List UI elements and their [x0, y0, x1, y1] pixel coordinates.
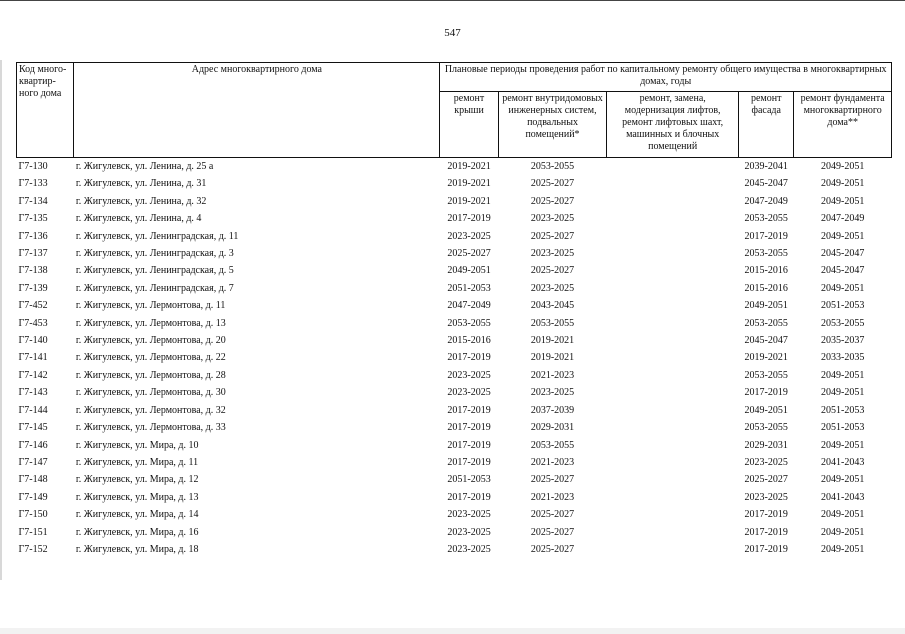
cell-systems: 2053-2055 — [530, 317, 575, 329]
cell-address: г. Жигулевск, ул. Ленинградская, д. 11 — [75, 230, 239, 242]
cell-foundation: 2049-2051 — [821, 474, 865, 486]
cell-systems: 2021-2023 — [530, 491, 575, 503]
table-row — [17, 228, 892, 245]
cell-facade: 2053-2055 — [744, 369, 788, 381]
cell-systems: 2023-2025 — [530, 248, 575, 260]
table-row — [17, 349, 892, 366]
cell-address: г. Жигулевск, ул. Лермонтова, д. 30 — [75, 387, 226, 399]
cell-roof: 2017-2019 — [447, 352, 491, 364]
cell-address: г. Жигулевск, ул. Ленинградская, д. 7 — [75, 282, 234, 294]
cell-roof: 2017-2019 — [447, 439, 491, 451]
cell-facade: 2023-2025 — [744, 456, 788, 468]
table-row — [17, 262, 892, 279]
table-row — [17, 524, 892, 541]
cell-foundation: 2041-2043 — [821, 456, 865, 468]
cell-code: Г7-145 — [18, 422, 48, 434]
cell-address: г. Жигулевск, ул. Ленина, д. 32 — [75, 195, 207, 207]
cell-systems: 2025-2027 — [530, 509, 575, 521]
table-row — [17, 384, 892, 401]
table-row — [17, 367, 892, 384]
cell-elevators — [607, 193, 739, 210]
cell-roof: 2051-2053 — [447, 474, 491, 486]
cell-roof: 2015-2016 — [447, 335, 491, 347]
cell-address: г. Жигулевск, ул. Ленина, д. 25 а — [74, 158, 440, 176]
cell-facade: 2015-2016 — [744, 282, 788, 294]
cell-systems: 2025-2027 — [530, 230, 575, 242]
page-number: 547 — [444, 27, 461, 39]
cell-systems: 2023-2025 — [530, 387, 575, 399]
table-row — [17, 158, 892, 176]
cell-elevators — [607, 419, 739, 436]
cell-roof: 2019-2021 — [440, 158, 498, 176]
cell-roof: 2023-2025 — [447, 230, 491, 242]
cell-code: Г7-133 — [18, 178, 48, 190]
table-row — [17, 471, 892, 488]
table-row — [17, 332, 892, 349]
cell-facade: 2053-2055 — [744, 317, 788, 329]
table-row — [17, 315, 892, 332]
header-elevators: ремонт, замена, модернизация лифтов, ремонт лифтовых шахт, машинных и блочных помещений — [607, 92, 739, 158]
cell-roof: 2017-2019 — [447, 213, 491, 225]
cell-systems: 2025-2027 — [530, 195, 575, 207]
table-row — [17, 437, 892, 454]
table-row — [17, 506, 892, 523]
cell-foundation: 2049-2051 — [794, 158, 892, 176]
cell-code: Г7-144 — [18, 404, 48, 416]
cell-facade: 2049-2051 — [744, 300, 788, 312]
cell-code: Г7-147 — [18, 456, 48, 468]
table-row — [17, 454, 892, 471]
cell-facade: 2025-2027 — [744, 474, 788, 486]
cell-roof: 2019-2021 — [447, 195, 491, 207]
table-row — [17, 489, 892, 506]
cell-roof: 2017-2019 — [447, 491, 491, 503]
cell-foundation: 2049-2051 — [821, 178, 865, 190]
cell-elevators — [607, 367, 739, 384]
cell-roof: 2017-2019 — [447, 422, 491, 434]
cell-foundation: 2049-2051 — [821, 509, 865, 521]
cell-facade: 2053-2055 — [744, 422, 788, 434]
cell-elevators — [607, 402, 739, 419]
cell-foundation: 2051-2053 — [821, 422, 865, 434]
header-roof: ремонт крыши — [440, 92, 498, 158]
cell-elevators — [607, 471, 739, 488]
cell-systems: 2043-2045 — [530, 300, 575, 312]
cell-foundation: 2049-2051 — [821, 369, 865, 381]
header-periods: Плановые периоды проведения работ по капитальному ремонту общего имущества в многоквартирных домах, годы — [440, 63, 892, 92]
cell-facade: 2017-2019 — [744, 509, 788, 521]
cell-address: г. Жигулевск, ул. Лермонтова, д. 11 — [75, 300, 226, 312]
header-systems: ремонт внутридомовых инженерных систем, подвальных помещений* — [498, 92, 607, 158]
cell-foundation: 2049-2051 — [821, 387, 865, 399]
cell-code: Г7-146 — [18, 439, 48, 451]
cell-systems: 2019-2021 — [530, 335, 575, 347]
cell-code: Г7-135 — [18, 213, 48, 225]
cell-facade: 2045-2047 — [744, 335, 788, 347]
header-foundation: ремонт фундамента многоквартирного дома** — [794, 92, 892, 158]
cell-code: Г7-140 — [18, 335, 48, 347]
cell-roof: 2053-2055 — [447, 317, 491, 329]
cell-address: г. Жигулевск, ул. Мира, д. 10 — [75, 439, 199, 451]
cell-facade: 2045-2047 — [744, 178, 788, 190]
cell-elevators — [607, 315, 739, 332]
cell-systems: 2025-2027 — [530, 265, 575, 277]
cell-foundation: 2047-2049 — [821, 213, 865, 225]
cell-code: Г7-150 — [18, 509, 48, 521]
scan-edge-bottom — [0, 628, 905, 634]
cell-systems: 2025-2027 — [530, 526, 575, 538]
cell-facade: 2017-2019 — [744, 387, 788, 399]
table-header — [17, 63, 892, 158]
cell-address: г. Жигулевск, ул. Лермонтова, д. 22 — [75, 352, 226, 364]
cell-elevators — [607, 454, 739, 471]
cell-foundation: 2035-2037 — [821, 335, 865, 347]
table-row — [17, 419, 892, 436]
cell-elevators — [607, 384, 739, 401]
cell-code: Г7-152 — [18, 543, 48, 555]
cell-code: Г7-151 — [18, 526, 48, 538]
cell-elevators — [607, 297, 739, 314]
cell-code: Г7-130 — [17, 158, 74, 176]
cell-systems: 2023-2025 — [530, 213, 575, 225]
cell-roof: 2017-2019 — [447, 404, 491, 416]
cell-foundation: 2049-2051 — [821, 282, 865, 294]
cell-foundation: 2041-2043 — [821, 491, 865, 503]
cell-address: г. Жигулевск, ул. Ленинградская, д. 5 — [75, 265, 234, 277]
cell-facade: 2039-2041 — [739, 158, 794, 176]
cell-code: Г7-138 — [18, 265, 48, 277]
cell-facade: 2029-2031 — [744, 439, 788, 451]
cell-systems: 2025-2027 — [530, 474, 575, 486]
cell-roof: 2023-2025 — [447, 387, 491, 399]
cell-facade: 2049-2051 — [744, 404, 788, 416]
cell-address: г. Жигулевск, ул. Лермонтова, д. 28 — [75, 369, 226, 381]
header-address: Адрес многоквартирного дома — [74, 63, 440, 158]
cell-facade: 2015-2016 — [744, 265, 788, 277]
cell-roof: 2049-2051 — [447, 265, 491, 277]
table-row — [17, 210, 892, 227]
cell-elevators — [607, 175, 739, 192]
cell-code: Г7-453 — [18, 317, 48, 329]
cell-foundation: 2045-2047 — [821, 248, 865, 260]
cell-roof: 2023-2025 — [447, 543, 491, 555]
cell-address: г. Жигулевск, ул. Мира, д. 13 — [75, 491, 199, 503]
cell-code: Г7-137 — [18, 248, 48, 260]
cell-systems: 2025-2027 — [530, 543, 575, 555]
table-row — [17, 193, 892, 210]
cell-code: Г7-143 — [18, 387, 48, 399]
table-row — [17, 245, 892, 262]
cell-facade: 2053-2055 — [744, 213, 788, 225]
cell-elevators — [607, 506, 739, 523]
cell-elevators — [607, 228, 739, 245]
cell-roof: 2023-2025 — [447, 509, 491, 521]
cell-roof: 2051-2053 — [447, 282, 491, 294]
cell-address: г. Жигулевск, ул. Лермонтова, д. 13 — [75, 317, 226, 329]
cell-foundation: 2033-2035 — [821, 352, 865, 364]
cell-foundation: 2051-2053 — [821, 300, 865, 312]
cell-code: Г7-134 — [18, 195, 48, 207]
cell-roof: 2023-2025 — [447, 369, 491, 381]
cell-facade: 2047-2049 — [744, 195, 788, 207]
cell-foundation: 2049-2051 — [821, 543, 865, 555]
cell-foundation: 2045-2047 — [821, 265, 865, 277]
cell-facade: 2023-2025 — [744, 491, 788, 503]
cell-address: г. Жигулевск, ул. Мира, д. 11 — [75, 456, 199, 468]
cell-facade: 2053-2055 — [744, 248, 788, 260]
cell-address: г. Жигулевск, ул. Ленинградская, д. 3 — [75, 248, 234, 260]
cell-elevators — [607, 332, 739, 349]
cell-code: Г7-148 — [18, 474, 48, 486]
cell-foundation: 2049-2051 — [821, 439, 865, 451]
scan-edge-top — [0, 0, 905, 1]
cell-code: Г7-139 — [18, 282, 48, 294]
cell-foundation: 2053-2055 — [821, 317, 865, 329]
cell-address: г. Жигулевск, ул. Лермонтова, д. 20 — [75, 335, 226, 347]
cell-elevators — [607, 489, 739, 506]
cell-address: г. Жигулевск, ул. Мира, д. 12 — [75, 474, 199, 486]
cell-systems: 2021-2023 — [530, 369, 575, 381]
cell-address: г. Жигулевск, ул. Лермонтова, д. 33 — [75, 422, 226, 434]
cell-systems: 2019-2021 — [530, 352, 575, 364]
table-row — [17, 280, 892, 297]
cell-code: Г7-452 — [18, 300, 48, 312]
cell-code: Г7-141 — [18, 352, 48, 364]
cell-foundation: 2049-2051 — [821, 195, 865, 207]
cell-systems: 2037-2039 — [530, 404, 575, 416]
cell-elevators — [607, 210, 739, 227]
scan-edge-left — [0, 60, 2, 580]
cell-foundation: 2049-2051 — [821, 230, 865, 242]
table-row — [17, 297, 892, 314]
table-row — [17, 541, 892, 558]
cell-systems: 2053-2055 — [530, 439, 575, 451]
cell-roof: 2017-2019 — [447, 456, 491, 468]
header-row-top — [17, 63, 892, 92]
cell-roof: 2023-2025 — [447, 526, 491, 538]
repair-schedule-table — [16, 62, 892, 558]
cell-facade: 2017-2019 — [744, 526, 788, 538]
cell-facade: 2017-2019 — [744, 230, 788, 242]
cell-roof: 2019-2021 — [447, 178, 491, 190]
cell-roof: 2047-2049 — [447, 300, 491, 312]
cell-systems: 2029-2031 — [530, 422, 575, 434]
cell-address: г. Жигулевск, ул. Мира, д. 18 — [75, 543, 199, 555]
cell-foundation: 2049-2051 — [821, 526, 865, 538]
cell-systems: 2021-2023 — [530, 456, 575, 468]
cell-elevators — [607, 524, 739, 541]
table-row — [17, 175, 892, 192]
cell-code: Г7-149 — [18, 491, 48, 503]
cell-roof: 2025-2027 — [447, 248, 491, 260]
cell-code: Г7-136 — [18, 230, 48, 242]
cell-address: г. Жигулевск, ул. Мира, д. 16 — [75, 526, 199, 538]
cell-address: г. Жигулевск, ул. Лермонтова, д. 32 — [75, 404, 226, 416]
cell-address: г. Жигулевск, ул. Мира, д. 14 — [75, 509, 199, 521]
cell-facade: 2019-2021 — [744, 352, 788, 364]
cell-elevators — [607, 280, 739, 297]
cell-elevators — [607, 245, 739, 262]
cell-systems: 2053-2055 — [498, 158, 607, 176]
cell-systems: 2025-2027 — [530, 178, 575, 190]
cell-elevators — [607, 262, 739, 279]
cell-foundation: 2051-2053 — [821, 404, 865, 416]
header-code: Код много-квартир-ного дома — [17, 63, 74, 158]
cell-facade: 2017-2019 — [744, 543, 788, 555]
cell-code: Г7-142 — [18, 369, 48, 381]
table-row — [17, 402, 892, 419]
cell-address: г. Жигулевск, ул. Ленина, д. 4 — [75, 213, 202, 225]
cell-elevators — [607, 541, 739, 558]
cell-address: г. Жигулевск, ул. Ленина, д. 31 — [75, 178, 207, 190]
header-facade: ремонт фасада — [739, 92, 794, 158]
cell-systems: 2023-2025 — [530, 282, 575, 294]
cell-elevators — [607, 437, 739, 454]
cell-elevators — [607, 349, 739, 366]
table-body — [17, 158, 892, 559]
cell-elevators — [607, 158, 739, 176]
